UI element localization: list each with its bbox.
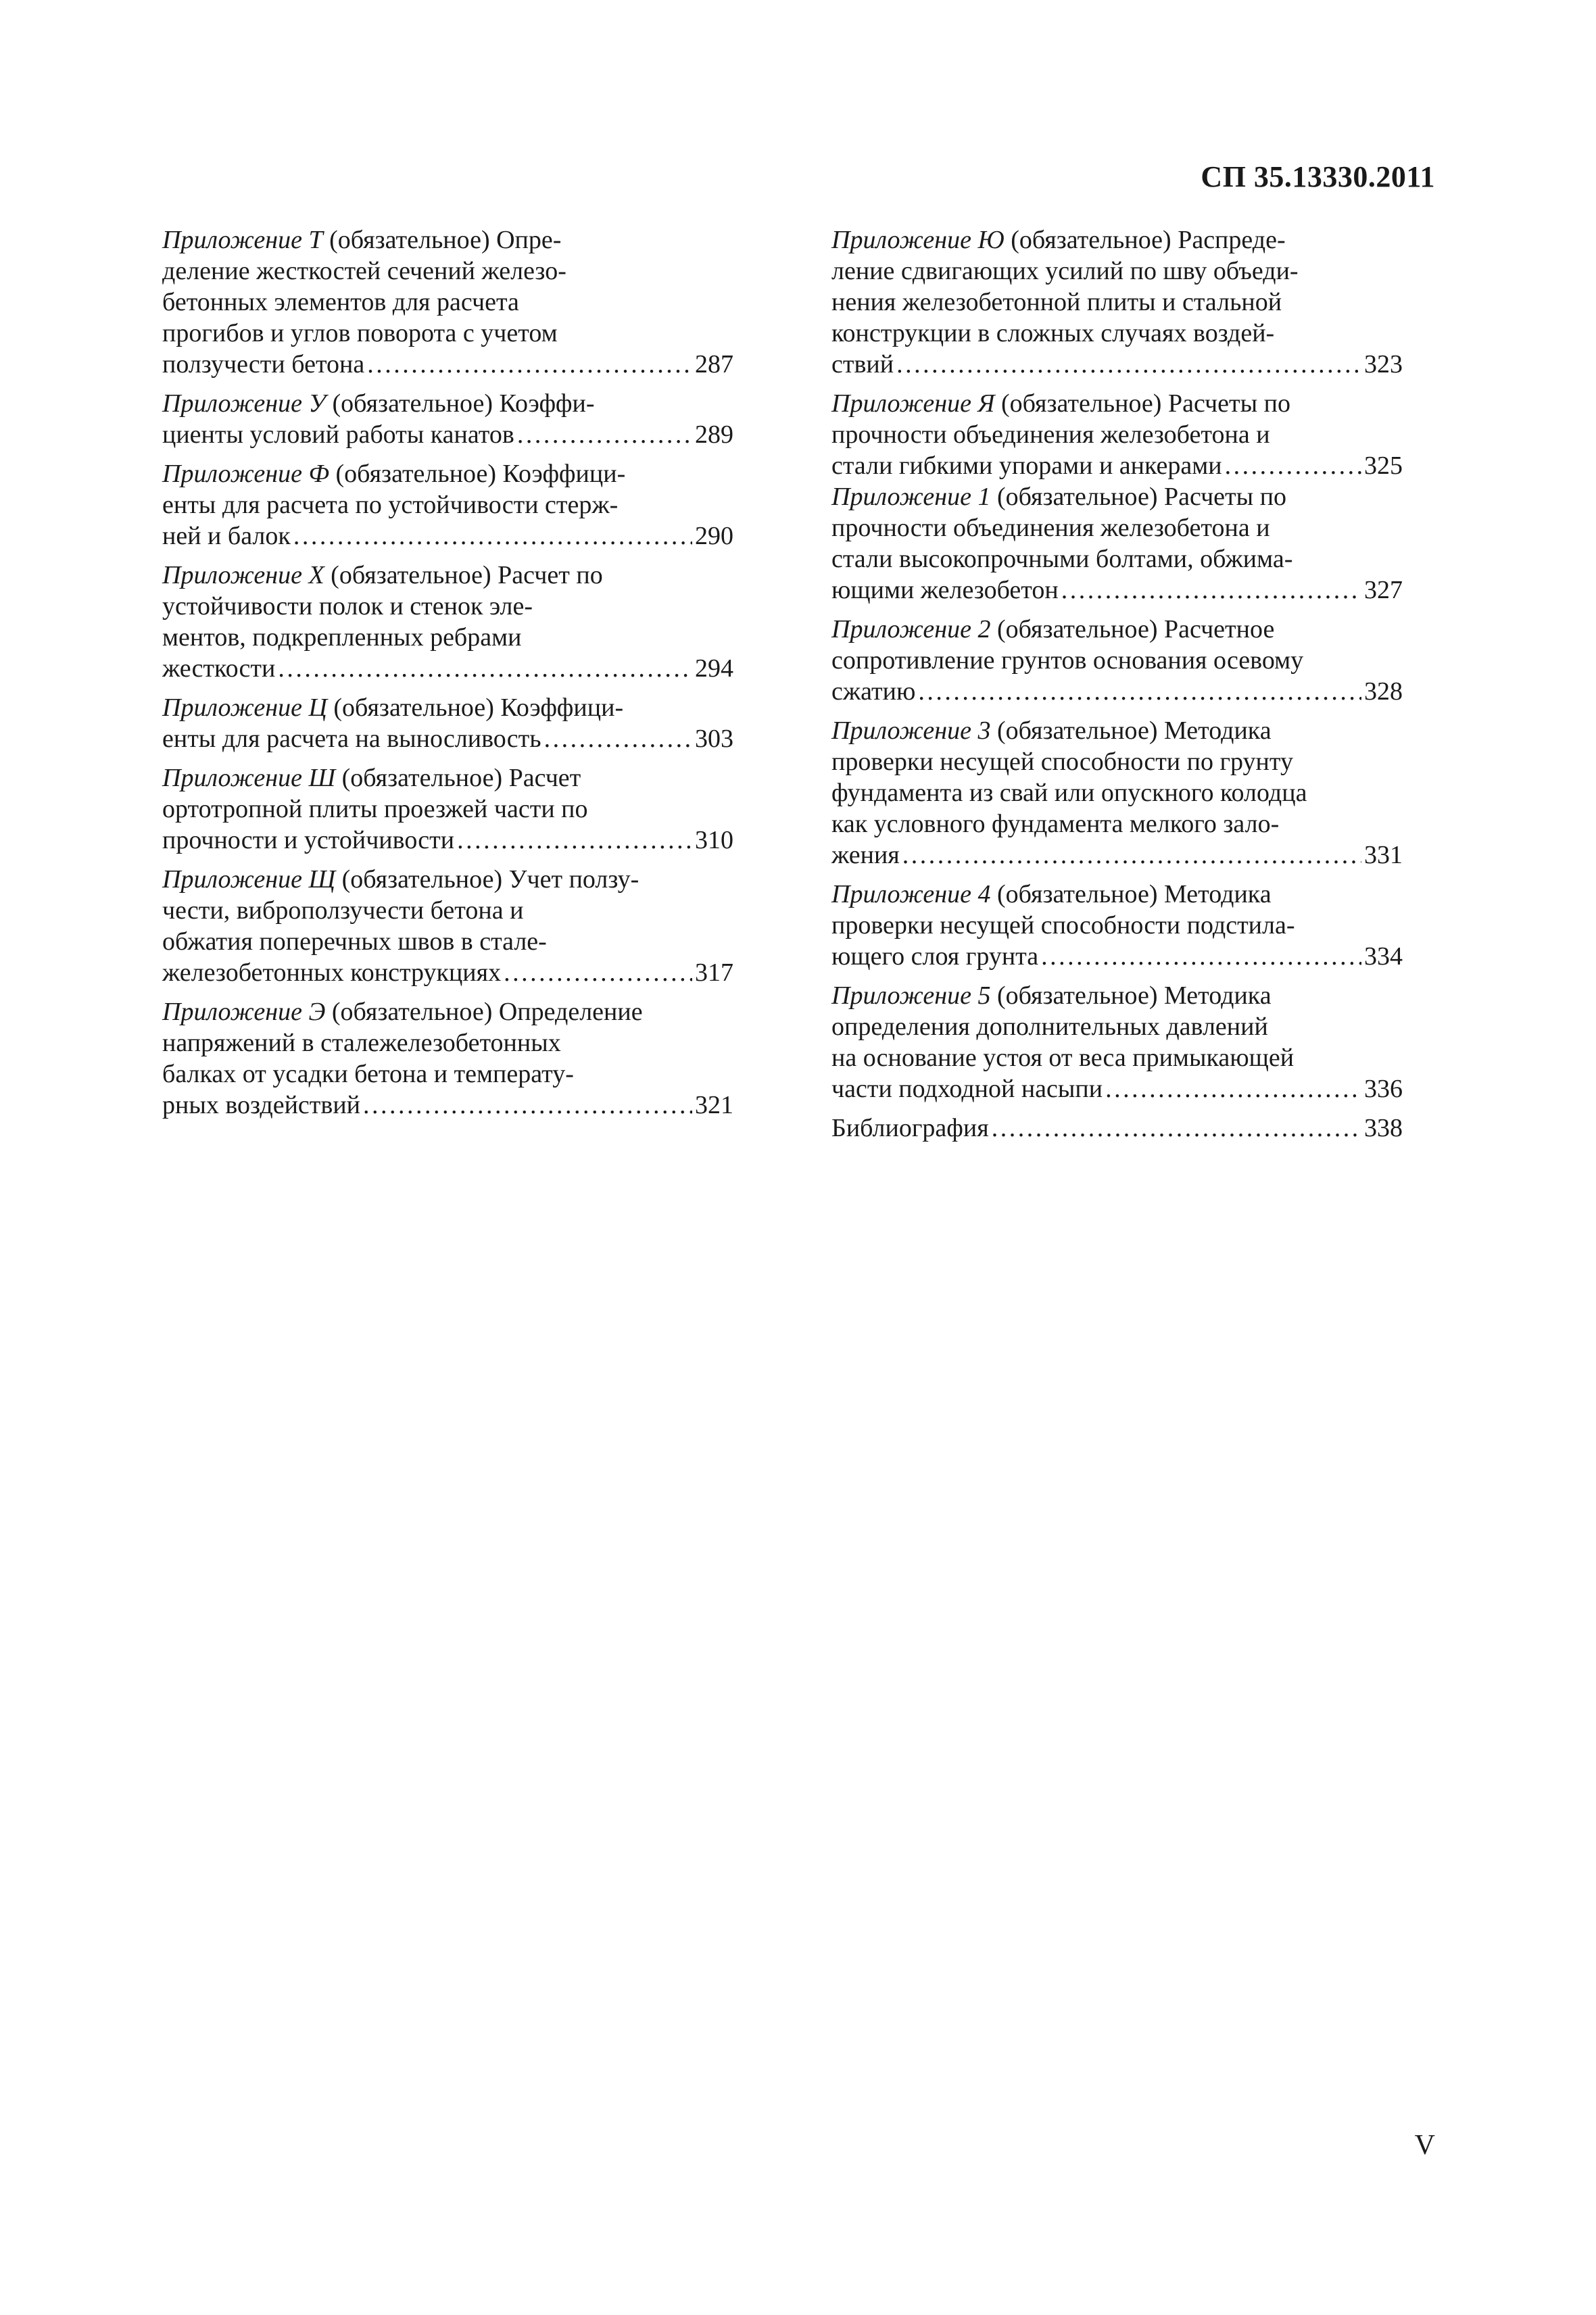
dot-leader [918,676,1361,707]
entry-text: сопротивление грунтов основания осевому [831,646,1304,675]
document-code: СП 35.13330.2011 [1201,160,1435,193]
appendix-label: Приложение Ф [162,460,330,488]
page-ref: 334 [1364,942,1403,971]
entry-text: (обязательное) Расчет по [331,561,603,589]
entry-text: устойчивости полок и стенок эле- [162,592,533,620]
entry-text: жения [831,841,900,869]
dot-leader [992,1113,1361,1144]
toc-entry [162,388,733,450]
entry-text: (обязательное) Методика [996,880,1272,908]
entry-text: деление жесткостей сечений железо- [162,257,566,285]
toc-left-column [162,224,733,1129]
entry-text: балках от усадки бетона и температу- [162,1060,574,1088]
entry-text: (обязательное) Расчетное [996,615,1275,643]
entry-text: циенты условий работы канатов [162,420,514,449]
toc-entry [162,692,733,754]
dot-leader [1061,575,1361,606]
entry-text: (обязательное) Методика [996,716,1272,745]
entry-text: (обязательное) Расчеты по [996,483,1287,511]
dot-leader [504,957,692,988]
appendix-label: Приложение 5 [831,981,991,1010]
entry-text: (обязательное) Коэффици- [335,460,626,488]
dot-leader [278,653,692,684]
entry-text: фундамента из свай или опускного колодца [831,779,1307,807]
entry-text: проверки несущей способности подстила- [831,911,1295,940]
toc-entry [831,481,1403,606]
entry-text: определения дополнительных давлений [831,1013,1268,1041]
dot-leader [363,1090,692,1121]
page-ref: 303 [695,725,733,753]
toc-entry [831,388,1403,481]
entry-text: (обязательное) Методика [996,981,1272,1010]
appendix-label: Приложение Я [831,389,995,418]
entry-text: напряжений в сталежелезобетонных [162,1029,561,1057]
entry-text: проверки несущей способности по грунту [831,748,1293,776]
toc-entry [162,560,733,684]
appendix-label: Приложение Ц [162,693,327,722]
entry-text: (обязательное) Определение [331,998,643,1026]
entry-text: как условного фундамента мелкого зало- [831,810,1280,838]
entry-text: ортотропной плиты проезжей части по [162,795,588,823]
entry-text: (обязательное) Расчеты по [1000,389,1290,418]
page-number: V [1414,2130,1435,2161]
appendix-label: Приложение У [162,389,327,418]
toc-entry [162,996,733,1121]
appendix-label: Приложение Э [162,998,326,1026]
page-ref: 321 [695,1091,733,1119]
toc-entry [831,980,1403,1104]
entry-text: на основание устоя от веса примыкающей [831,1044,1295,1072]
dot-leader [517,419,692,450]
entry-text: (обязательное) Коэффици- [333,693,624,722]
dot-leader [457,825,692,856]
entry-text: прочности объединения железобетона и [831,514,1270,542]
dot-leader [293,520,692,552]
page-ref: 317 [695,958,733,987]
entry-text: чести, виброползучести бетона и [162,896,524,925]
entry-text: (обязательное) Учет ползу- [341,865,639,894]
dot-leader [1225,450,1361,481]
appendix-label: Приложение Щ [162,865,336,894]
entry-text: енты для расчета на выносливость [162,725,541,753]
entry-text: обжатия поперечных швов в стале- [162,927,547,956]
entry-text: конструкции в сложных случаях воздей- [831,319,1275,347]
entry-text: (обязательное) Коэффи- [332,389,595,418]
appendix-label: Приложение Ш [162,764,336,792]
page-ref: 290 [695,522,733,550]
toc-entry-bibliography [831,1113,1403,1144]
dot-leader [902,839,1361,871]
entry-text: (обязательное) Опре- [329,226,562,254]
page-ref: 327 [1364,576,1403,604]
appendix-label: Приложение Ю [831,226,1005,254]
toc-right-column [831,224,1403,1152]
dot-leader [1105,1073,1361,1104]
dot-leader [544,723,692,754]
page-ref: 310 [695,826,733,854]
entry-text: железобетонных конструкциях [162,958,502,987]
entry-text: ющего слоя грунта [831,942,1039,971]
toc-entry [162,458,733,552]
entry-text: ментов, подкрепленных ребрами [162,623,522,652]
page-ref: 325 [1364,452,1403,480]
dot-leader [1041,941,1361,972]
entry-text: стали высокопрочными болтами, обжима- [831,545,1293,573]
toc-entry [162,224,733,380]
appendix-label: Приложение 2 [831,615,991,643]
toc-entry [162,762,733,856]
entry-text: ющими железобетон [831,576,1059,604]
entry-text: (обязательное) Распреде- [1011,226,1286,254]
page-ref: 287 [695,350,733,379]
entry-text: бетонных элементов для расчета [162,288,519,316]
page-ref: 338 [1364,1114,1403,1142]
entry-text: ползучести бетона [162,350,365,379]
toc-entry [831,715,1403,871]
entry-text: нения железобетонной плиты и стальной [831,288,1282,316]
toc-entry [162,864,733,988]
appendix-label: Приложение Т [162,226,323,254]
entry-text: части подходной насыпи [831,1075,1103,1103]
entry-text: жесткости [162,654,276,683]
entry-text: енты для расчета по устойчивости стерж- [162,491,619,519]
toc-entry [831,879,1403,972]
appendix-label: Приложение 1 [831,483,991,511]
appendix-label: Приложение 3 [831,716,991,745]
dot-leader [367,349,692,380]
appendix-label: Приложение 4 [831,880,991,908]
toc-entry [831,614,1403,707]
dot-leader [896,349,1361,380]
appendix-label: Приложение Х [162,561,324,589]
entry-text: прогибов и углов поворота с учетом [162,319,558,347]
entry-text: Библиография [831,1114,989,1142]
entry-text: сжатию [831,677,916,706]
toc-entry [831,224,1403,380]
page-ref: 323 [1364,350,1403,379]
entry-text: ление сдвигающих усилий по шву объеди- [831,257,1299,285]
page-ref: 336 [1364,1075,1403,1103]
page-ref: 289 [695,420,733,449]
entry-text: прочности объединения железобетона и [831,420,1270,449]
entry-text: прочности и устойчивости [162,826,455,854]
page-ref: 294 [695,654,733,683]
entry-text: ней и балок [162,522,291,550]
page-ref: 328 [1364,677,1403,706]
entry-text: (обязательное) Расчет [341,764,581,792]
entry-text: рных воздействий [162,1091,360,1119]
page-ref: 331 [1364,841,1403,869]
entry-text: стали гибкими упорами и анкерами [831,452,1222,480]
entry-text: ствий [831,350,894,379]
